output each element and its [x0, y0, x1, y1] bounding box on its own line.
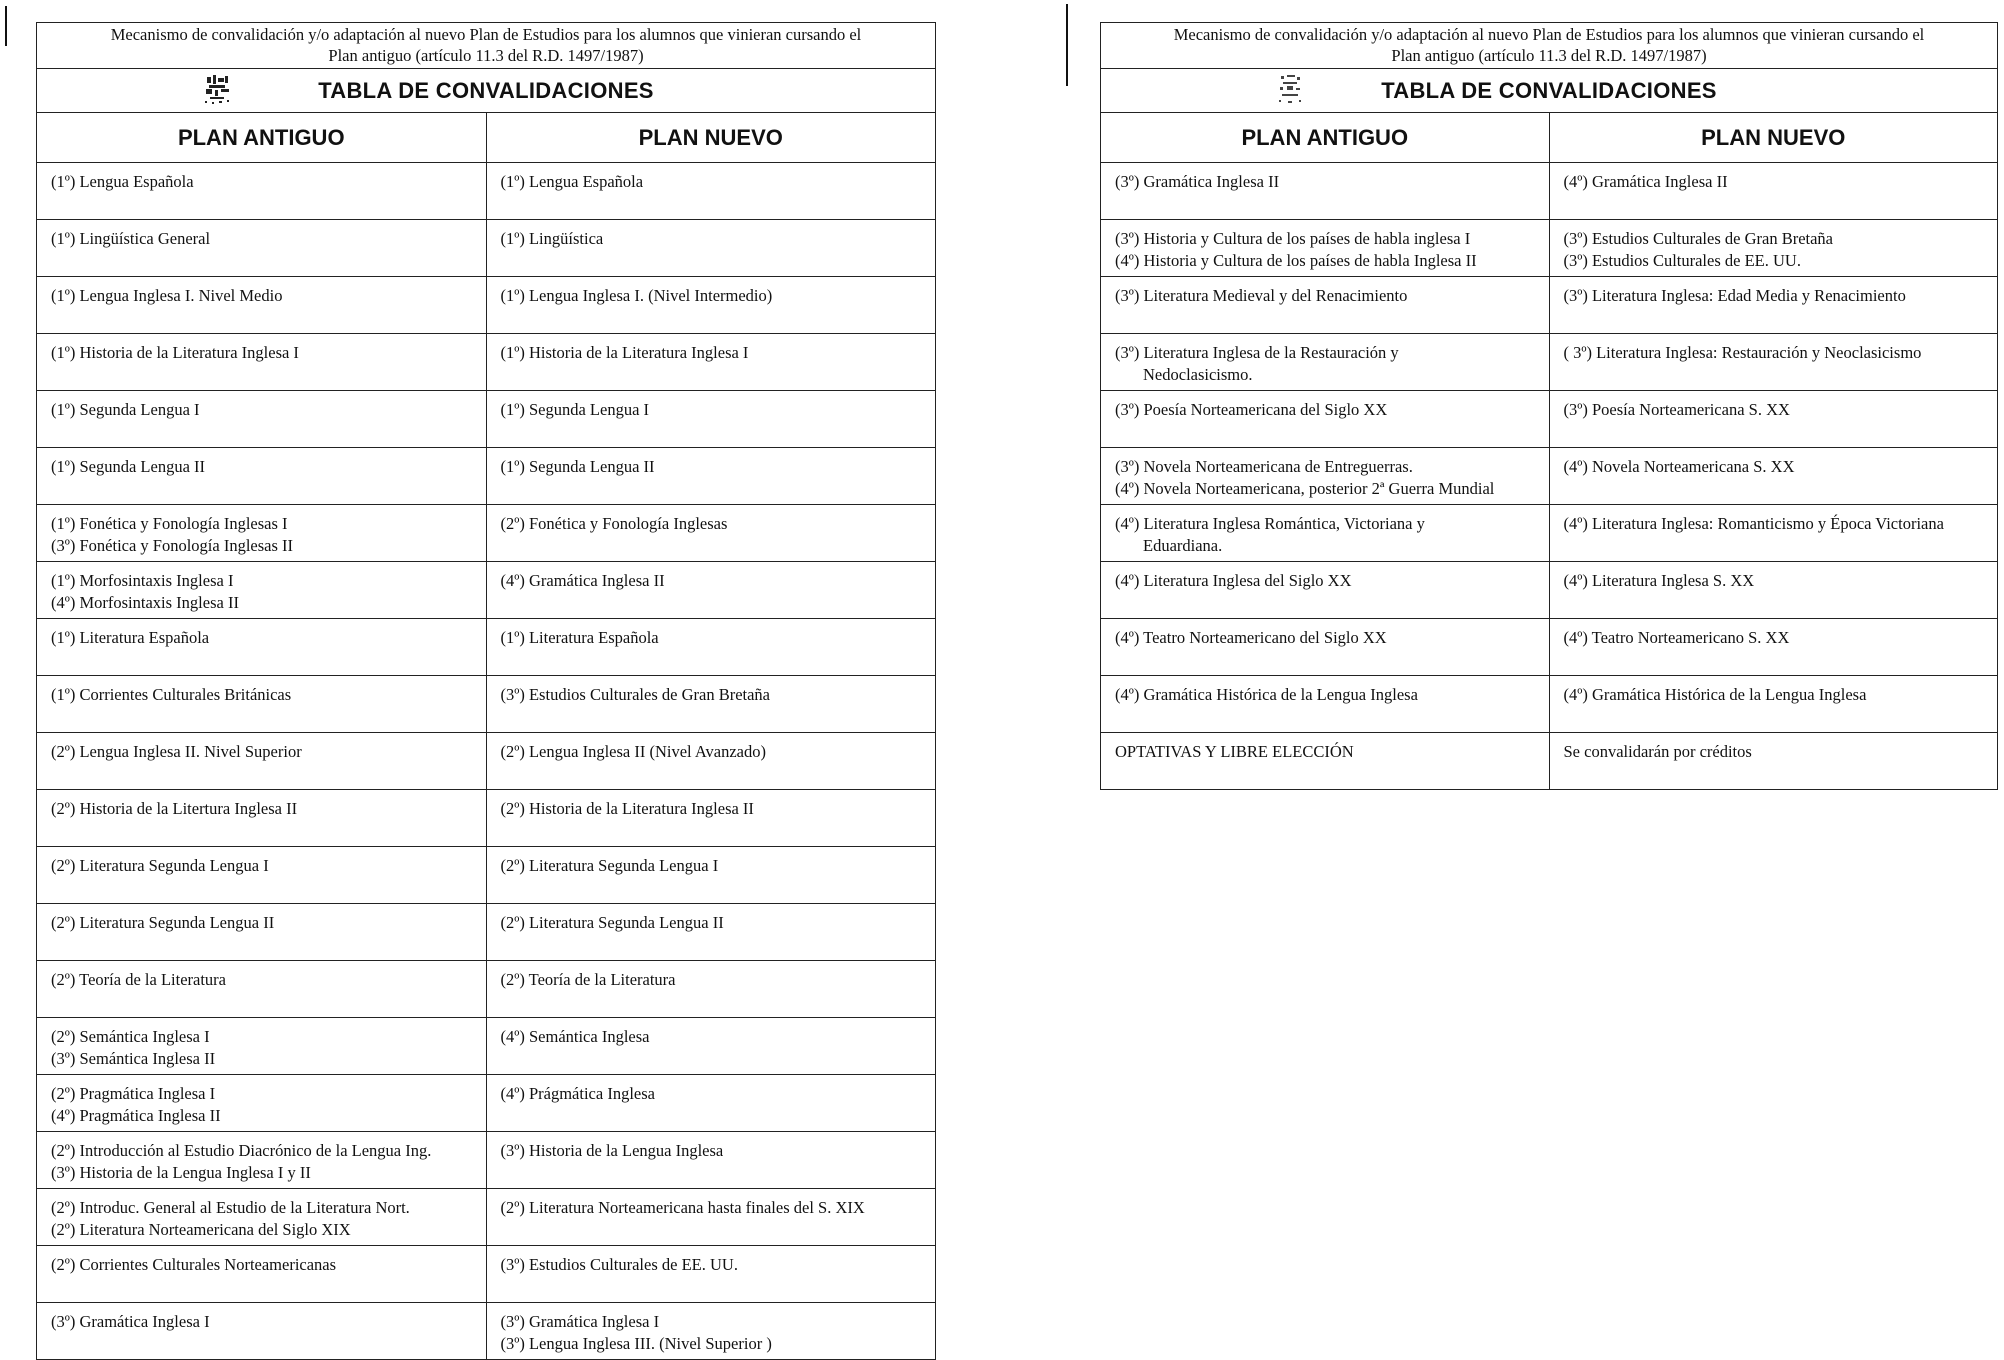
new-plan-cell — [486, 847, 936, 904]
table-row — [1101, 562, 1998, 619]
subject-line: (2º) Literatura Segunda Lengua II — [500, 913, 724, 932]
subject-line: (2º) Fonética y Fonología Inglesas — [500, 514, 728, 533]
column-header-old-plan: PLAN ANTIGUO — [1101, 113, 1550, 163]
old-plan-cell — [1101, 733, 1550, 790]
subject-line: (2º) Literatura Segunda Lengua I — [51, 856, 269, 875]
new-plan-cell — [486, 163, 936, 220]
subject-line: (3º) Literatura Inglesa: Edad Media y Renacimiento — [1563, 286, 1906, 305]
table-row — [1101, 676, 1998, 733]
table-row — [37, 1303, 936, 1360]
subject-line: (1º) Lengua Española — [51, 172, 194, 191]
table-row — [37, 961, 936, 1018]
subject-line: (2º) Introducción al Estudio Diacrónico de la Lengua Ing. — [51, 1141, 432, 1160]
old-plan-cell — [37, 1189, 487, 1246]
old-plan-cell — [37, 619, 487, 676]
new-plan-cell — [486, 505, 936, 562]
old-plan-cell — [1101, 505, 1550, 562]
table-row — [37, 790, 936, 847]
new-plan-cell — [1549, 619, 1998, 676]
table-row — [37, 1018, 936, 1075]
subject-line: (2º) Lengua Inglesa II. Nivel Superior — [51, 742, 302, 761]
old-plan-cell — [37, 1132, 487, 1189]
table-title-bar — [1100, 68, 1998, 112]
new-plan-cell — [486, 790, 936, 847]
subject-line: (4º) Historia y Cultura de los países de habla Inglesa II — [1115, 251, 1477, 270]
subject-line: (1º) Lingüística — [500, 229, 604, 248]
left-page — [36, 22, 936, 1360]
subject-line: (2º) Lengua Inglesa II (Nivel Avanzado) — [500, 742, 766, 761]
old-plan-cell — [37, 220, 487, 277]
old-plan-cell — [1101, 391, 1550, 448]
column-header-new-plan: PLAN NUEVO — [486, 113, 936, 163]
new-plan-cell — [1549, 448, 1998, 505]
old-plan-cell — [1101, 448, 1550, 505]
table-title-bar — [36, 68, 936, 112]
convalidation-table-right — [1100, 112, 1998, 790]
subject-line: (3º) Gramática Inglesa I — [51, 1312, 210, 1331]
header-line-2: Plan antiguo (artículo 11.3 del R.D. 1497/1987) — [328, 46, 644, 65]
new-plan-cell — [486, 676, 936, 733]
subject-line: (3º) Estudios Culturales de Gran Bretaña — [1563, 229, 1834, 248]
right-page — [1100, 22, 1998, 790]
scan-edge-mark — [5, 6, 7, 46]
table-row — [1101, 220, 1998, 277]
table-title: TABLA DE CONVALIDACIONES — [1381, 77, 1717, 103]
subject-line: OPTATIVAS Y LIBRE ELECCIÓN — [1115, 742, 1354, 761]
subject-line: (3º) Literatura Medieval y del Renacimiento — [1115, 286, 1408, 305]
table-row — [37, 505, 936, 562]
subject-line: (3º) Historia y Cultura de los países de habla inglesa I — [1115, 229, 1471, 248]
new-plan-cell — [1549, 277, 1998, 334]
subject-line: (1º) Segunda Lengua I — [500, 400, 650, 419]
table-row — [1101, 334, 1998, 391]
subject-line: (3º) Estudios Culturales de EE. UU. — [1563, 251, 1801, 270]
subject-line: (2º) Historia de la Literatura Inglesa II — [500, 799, 754, 818]
old-plan-cell — [1101, 334, 1550, 391]
subject-line: (4º) Teatro Norteamericano S. XX — [1563, 628, 1790, 647]
subject-line: Nedoclasicismo. — [1143, 365, 1253, 384]
new-plan-cell — [486, 619, 936, 676]
subject-line: (1º) Historia de la Literatura Inglesa I — [500, 343, 749, 362]
old-plan-cell — [37, 562, 487, 619]
table-title: TABLA DE CONVALIDACIONES — [318, 77, 654, 103]
subject-line: (4º) Morfosintaxis Inglesa II — [51, 593, 239, 612]
new-plan-cell — [1549, 676, 1998, 733]
subject-line: (1º) Lengua Española — [500, 172, 644, 191]
new-plan-cell — [486, 1303, 936, 1360]
new-plan-cell — [486, 562, 936, 619]
subject-line: Eduardiana. — [1143, 536, 1223, 555]
new-plan-cell — [486, 904, 936, 961]
subject-line: (4º) Gramática Inglesa II — [1563, 172, 1728, 191]
table-row — [1101, 391, 1998, 448]
new-plan-cell — [486, 733, 936, 790]
subject-line: Se convalidarán por créditos — [1563, 742, 1752, 761]
old-plan-cell — [37, 847, 487, 904]
table-row — [37, 1132, 936, 1189]
table-row — [37, 1075, 936, 1132]
new-plan-cell — [486, 1189, 936, 1246]
old-plan-cell — [1101, 220, 1550, 277]
new-plan-cell — [486, 961, 936, 1018]
subject-line: (1º) Segunda Lengua II — [500, 457, 655, 476]
subject-line: (3º) Lengua Inglesa III. (Nivel Superior ) — [500, 1334, 772, 1353]
subject-line: (4º) Teatro Norteamericano del Siglo XX — [1115, 628, 1387, 647]
subject-line: (4º) Gramática Histórica de la Lengua Inglesa — [1563, 685, 1867, 704]
university-seal-icon — [201, 73, 235, 107]
table-row — [37, 847, 936, 904]
old-plan-cell — [37, 391, 487, 448]
subject-line: (4º) Gramática Inglesa II — [500, 571, 665, 590]
new-plan-cell — [1549, 733, 1998, 790]
subject-line: (2º) Literatura Norteamericana del Siglo XIX — [51, 1220, 351, 1239]
new-plan-cell — [486, 1246, 936, 1303]
old-plan-cell — [37, 676, 487, 733]
subject-line: (1º) Corrientes Culturales Británicas — [51, 685, 292, 704]
table-row — [1101, 733, 1998, 790]
subject-line: (3º) Historia de la Lengua Inglesa — [500, 1141, 724, 1160]
table-row — [37, 448, 936, 505]
table-row — [1101, 448, 1998, 505]
table-row — [1101, 619, 1998, 676]
old-plan-cell — [37, 961, 487, 1018]
old-plan-cell — [37, 1303, 487, 1360]
convalidation-table-left — [36, 112, 936, 1360]
table-row — [37, 1246, 936, 1303]
subject-line: (4º) Literatura Inglesa del Siglo XX — [1115, 571, 1352, 590]
new-plan-cell — [486, 1075, 936, 1132]
subject-line: (4º) Novela Norteamericana, posterior 2ª Guerra Mundial — [1115, 479, 1495, 498]
subject-line: (2º) Teoría de la Literatura — [51, 970, 226, 989]
subject-line: (4º) Pragmática Inglesa II — [51, 1106, 221, 1125]
subject-line: (2º) Historia de la Litertura Inglesa II — [51, 799, 298, 818]
old-plan-cell — [37, 790, 487, 847]
subject-line: (2º) Introduc. General al Estudio de la Literatura Nort. — [51, 1198, 410, 1217]
table-row — [37, 391, 936, 448]
new-plan-cell — [486, 220, 936, 277]
new-plan-cell — [486, 334, 936, 391]
subject-line: (2º) Literatura Segunda Lengua I — [500, 856, 719, 875]
table-row — [37, 562, 936, 619]
subject-line: (1º) Segunda Lengua II — [51, 457, 206, 476]
new-plan-cell — [486, 1018, 936, 1075]
old-plan-cell — [37, 1075, 487, 1132]
subject-line: (1º) Lingüística General — [51, 229, 211, 248]
old-plan-cell — [37, 448, 487, 505]
subject-line: (3º) Gramática Inglesa I — [500, 1312, 660, 1331]
subject-line: (1º) Morfosintaxis Inglesa I — [51, 571, 234, 590]
table-row — [37, 733, 936, 790]
table-row — [37, 163, 936, 220]
subject-line: (1º) Literatura Española — [500, 628, 659, 647]
new-plan-cell — [1549, 562, 1998, 619]
header-line-2: Plan antiguo (artículo 11.3 del R.D. 1497/1987) — [1391, 46, 1707, 65]
old-plan-cell — [37, 334, 487, 391]
subject-line: (2º) Pragmática Inglesa I — [51, 1084, 216, 1103]
subject-line: (4º) Gramática Histórica de la Lengua Inglesa — [1115, 685, 1418, 704]
table-body-right — [1101, 163, 1998, 790]
new-plan-cell — [486, 448, 936, 505]
table-body-left — [37, 163, 936, 1360]
university-seal-icon — [1274, 73, 1308, 107]
subject-line: (1º) Literatura Española — [51, 628, 210, 647]
subject-line: ( 3º) Literatura Inglesa: Restauración y Neoclasicismo — [1563, 343, 1922, 362]
header-line-1: Mecanismo de convalidación y/o adaptación al nuevo Plan de Estudios para los alumnos que vinieran cursando el — [110, 25, 862, 44]
subject-line: (3º) Novela Norteamericana de Entreguerras. — [1115, 457, 1413, 476]
header-line-1: Mecanismo de convalidación y/o adaptación al nuevo Plan de Estudios para los alumnos que vinieran cursando el — [1173, 25, 1925, 44]
subject-line: (3º) Poesía Norteamericana del Siglo XX — [1115, 400, 1388, 419]
table-row — [37, 220, 936, 277]
subject-line: (2º) Corrientes Culturales Norteamericanas — [51, 1255, 337, 1274]
subject-line: (2º) Literatura Norteamericana hasta finales del S. XIX — [500, 1198, 865, 1217]
new-plan-cell — [1549, 163, 1998, 220]
old-plan-cell — [37, 505, 487, 562]
subject-line: (1º) Lengua Inglesa I. Nivel Medio — [51, 286, 283, 305]
subject-line: (3º) Fonética y Fonología Inglesas II — [51, 536, 294, 555]
old-plan-cell — [37, 277, 487, 334]
subject-line: (3º) Estudios Culturales de Gran Bretaña — [500, 685, 771, 704]
subject-line: (4º) Literatura Inglesa: Romanticismo y Época Victoriana — [1563, 514, 1944, 533]
old-plan-cell — [1101, 619, 1550, 676]
table-row — [1101, 163, 1998, 220]
old-plan-cell — [37, 163, 487, 220]
old-plan-cell — [1101, 562, 1550, 619]
subject-line: (3º) Literatura Inglesa de la Restauración y — [1115, 343, 1399, 362]
old-plan-cell — [37, 733, 487, 790]
subject-line: (1º) Segunda Lengua I — [51, 400, 200, 419]
subject-line: (4º) Prágmática Inglesa — [500, 1084, 655, 1103]
new-plan-cell — [1549, 505, 1998, 562]
table-row — [1101, 505, 1998, 562]
subject-line: (3º) Historia de la Lengua Inglesa I y II — [51, 1163, 311, 1182]
subject-line: (1º) Lengua Inglesa I. (Nivel Intermedio) — [500, 286, 773, 305]
subject-line: (3º) Gramática Inglesa II — [1115, 172, 1280, 191]
old-plan-cell — [37, 1246, 487, 1303]
table-row — [1101, 277, 1998, 334]
old-plan-cell — [1101, 676, 1550, 733]
new-plan-cell — [486, 277, 936, 334]
table-row — [37, 277, 936, 334]
column-header-old-plan: PLAN ANTIGUO — [37, 113, 487, 163]
subject-line: (3º) Semántica Inglesa II — [51, 1049, 216, 1068]
table-row — [37, 1189, 936, 1246]
old-plan-cell — [1101, 277, 1550, 334]
subject-line: (1º) Historia de la Literatura Inglesa I — [51, 343, 299, 362]
new-plan-cell — [1549, 220, 1998, 277]
new-plan-cell — [1549, 334, 1998, 391]
subject-line: (4º) Literatura Inglesa Romántica, Victoriana y — [1115, 514, 1425, 533]
subject-line: (4º) Novela Norteamericana S. XX — [1563, 457, 1795, 476]
table-row — [37, 904, 936, 961]
new-plan-cell — [486, 1132, 936, 1189]
subject-line: (2º) Literatura Segunda Lengua II — [51, 913, 275, 932]
column-header-new-plan: PLAN NUEVO — [1549, 113, 1998, 163]
new-plan-cell — [486, 391, 936, 448]
subject-line: (3º) Estudios Culturales de EE. UU. — [500, 1255, 738, 1274]
old-plan-cell — [1101, 163, 1550, 220]
subject-line: (2º) Teoría de la Literatura — [500, 970, 676, 989]
subject-line: (1º) Fonética y Fonología Inglesas I — [51, 514, 288, 533]
table-row — [37, 619, 936, 676]
old-plan-cell — [37, 1018, 487, 1075]
table-row — [37, 676, 936, 733]
scan-fold-mark — [1066, 4, 1068, 86]
new-plan-cell — [1549, 391, 1998, 448]
document-header — [1100, 22, 1998, 68]
table-row — [37, 334, 936, 391]
subject-line: (4º) Literatura Inglesa S. XX — [1563, 571, 1755, 590]
old-plan-cell — [37, 904, 487, 961]
subject-line: (2º) Semántica Inglesa I — [51, 1027, 210, 1046]
document-header — [36, 22, 936, 68]
subject-line: (4º) Semántica Inglesa — [500, 1027, 650, 1046]
subject-line: (3º) Poesía Norteamericana S. XX — [1563, 400, 1790, 419]
